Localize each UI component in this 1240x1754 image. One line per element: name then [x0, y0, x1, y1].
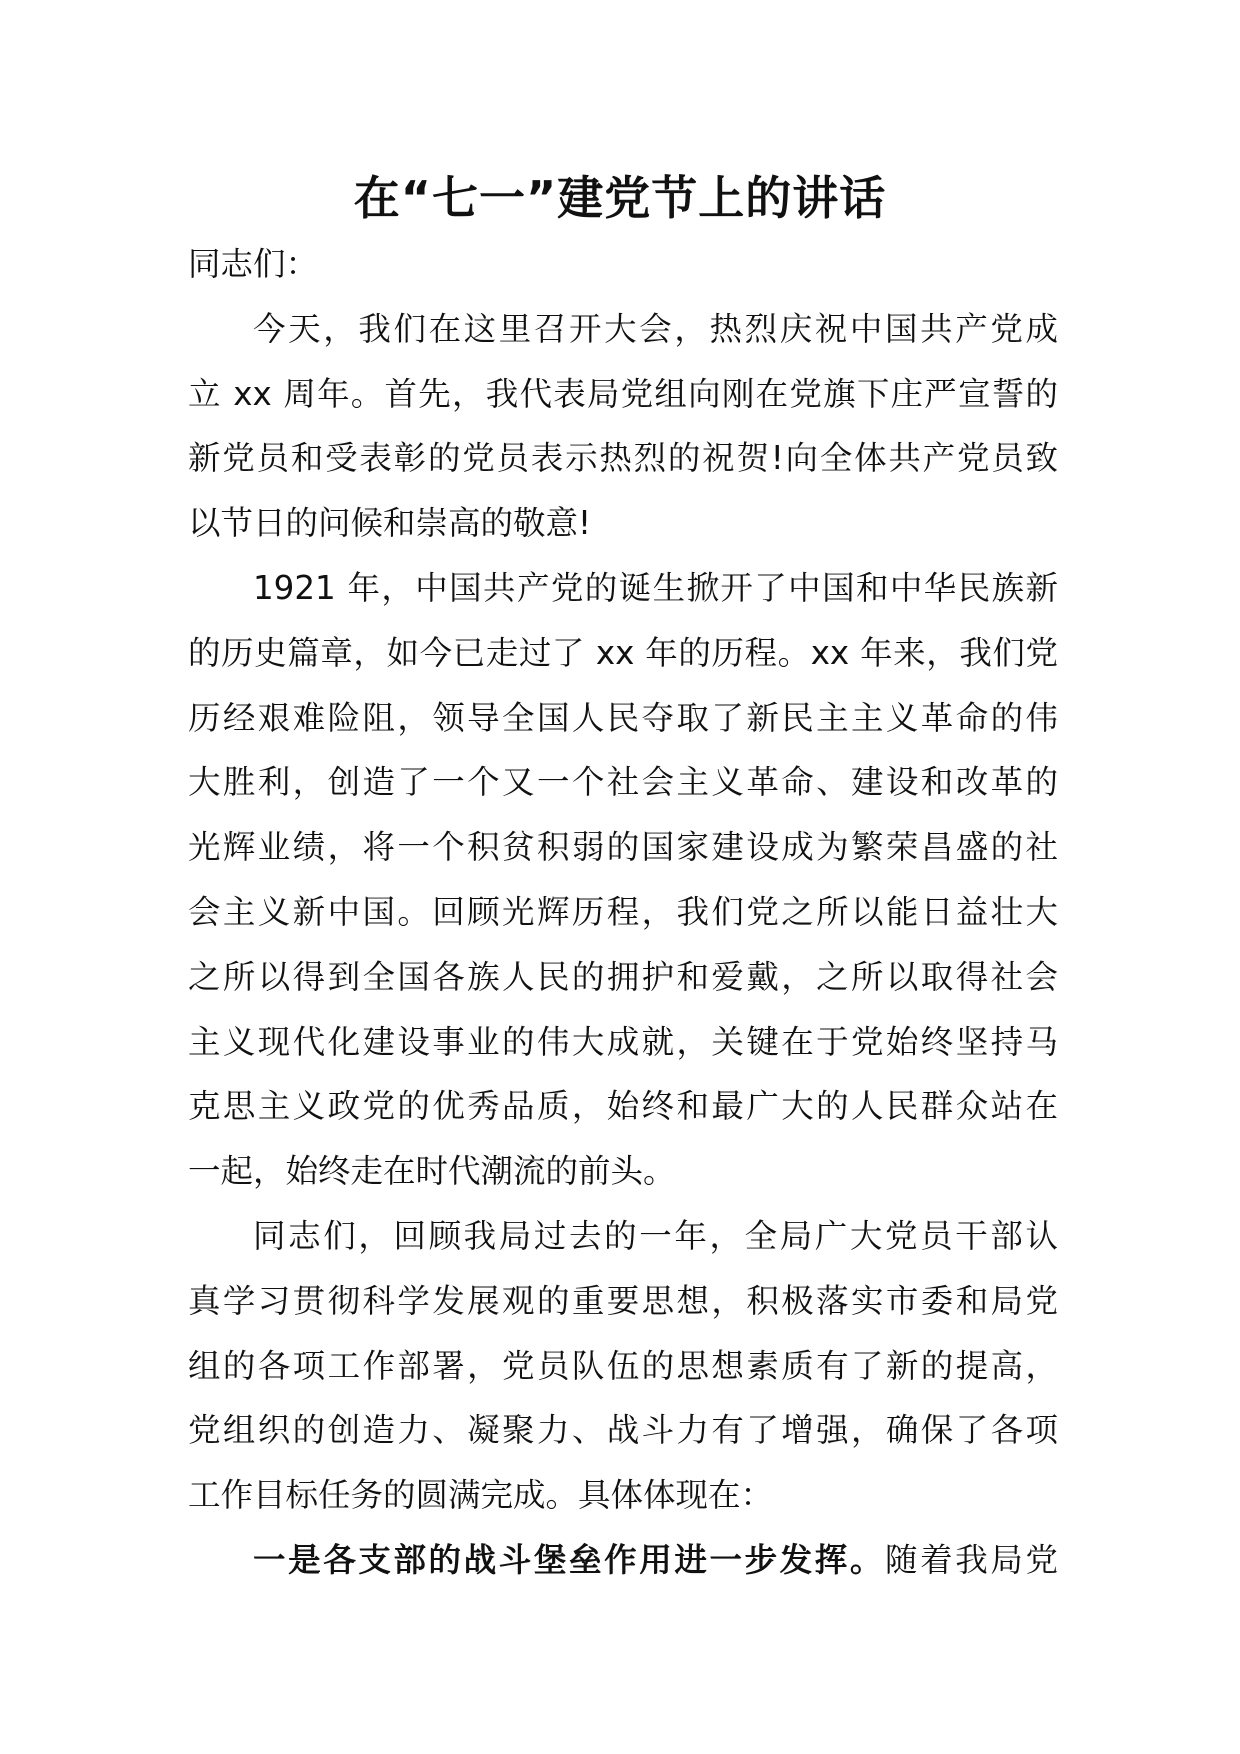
paragraph-3	[188, 1204, 1058, 1528]
paragraph-line: 一起，始终走在时代潮流的前头。	[188, 1152, 676, 1191]
paragraph-line	[188, 1528, 1058, 1593]
paragraph-line: 克思主义政党的优秀品质，始终和最广大的人民群众站在	[188, 1087, 1058, 1126]
paragraph-line: 党组织的创造力、凝聚力、战斗力有了增强，确保了各项	[188, 1411, 1058, 1450]
page-title: 在“七一”建党节上的讲话	[353, 171, 887, 225]
paragraph-line: 以节日的问候和崇高的敬意!	[188, 504, 592, 543]
paragraph-continuation-text: 随着我局党	[885, 1540, 1058, 1579]
paragraph-line: 新党员和受表彰的党员表示热烈的祝贺!向全体共产党员致	[188, 439, 1058, 478]
paragraph-line: 同志们，回顾我局过去的一年，全局广大党员干部认	[253, 1216, 1058, 1255]
paragraph-2	[188, 556, 1058, 1204]
bold-lead-text: 一是各支部的战斗堡垒作用进一步发挥。	[253, 1540, 886, 1579]
paragraph-line: 组的各项工作部署，党员队伍的思想素质有了新的提高，	[188, 1346, 1058, 1385]
paragraph-line: 光辉业绩，将一个积贫积弱的国家建设成为繁荣昌盛的社	[188, 828, 1058, 867]
paragraph-line: 的历史篇章，如今已走过了 xx 年的历程。xx 年来，我们党	[188, 633, 1058, 672]
paragraph-line: 历经艰难险阻，领导全国人民夺取了新民主主义革命的伟	[188, 698, 1058, 737]
greeting-line: 同志们：	[188, 245, 319, 283]
paragraph-line: 1921 年，中国共产党的诞生掀开了中国和中华民族新	[253, 568, 1058, 607]
paragraph-line: 立 xx 周年。首先，我代表局党组向刚在党旗下庄严宣誓的	[188, 374, 1058, 413]
paragraph-line: 大胜利，创造了一个又一个社会主义革命、建设和改革的	[188, 763, 1058, 802]
paragraph-line: 真学习贯彻科学发展观的重要思想，积极落实市委和局党	[188, 1281, 1058, 1320]
paragraph-line: 主义现代化建设事业的伟大成就，关键在于党始终坚持马	[188, 1022, 1058, 1061]
document-body	[188, 232, 1058, 1593]
paragraph-line: 工作目标任务的圆满完成。具体体现在：	[188, 1476, 774, 1515]
paragraph-line: 会主义新中国。回顾光辉历程，我们党之所以能日益壮大	[188, 892, 1058, 931]
paragraph-line: 今天，我们在这里召开大会，热烈庆祝中国共产党成	[253, 309, 1058, 348]
paragraph-4	[188, 1528, 1058, 1593]
paragraph-line: 之所以得到全国各族人民的拥护和爱戴，之所以取得社会	[188, 957, 1058, 996]
paragraph-1	[188, 297, 1058, 556]
